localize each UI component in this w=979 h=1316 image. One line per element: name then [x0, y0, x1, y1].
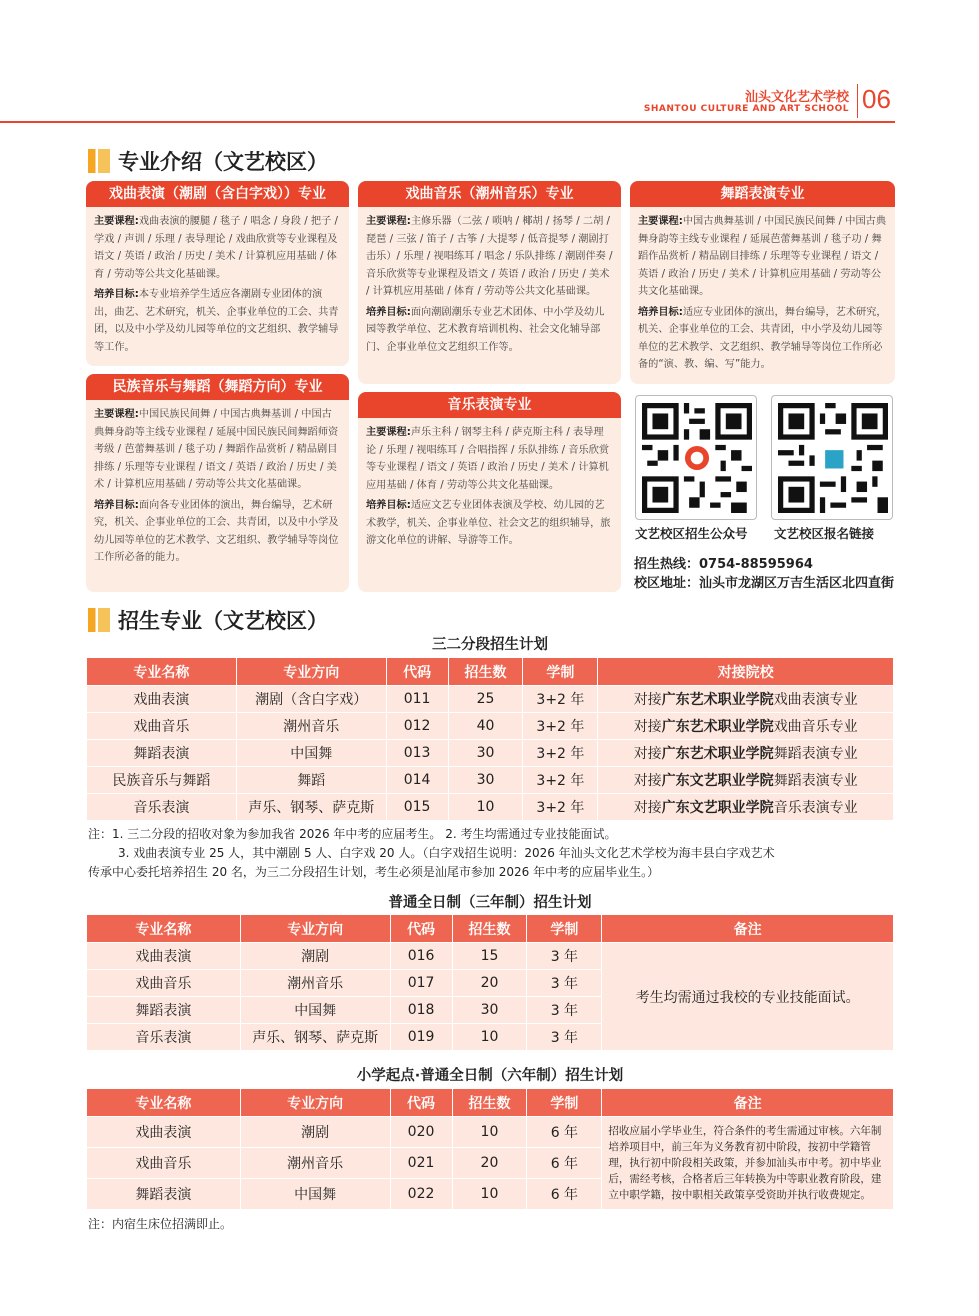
col-header: 备注	[602, 1089, 894, 1117]
cell-duration: 3+2 年	[523, 767, 598, 794]
qr-code-registration-link[interactable]	[771, 395, 893, 520]
cell-quota: 20	[452, 970, 527, 997]
goal-text: 本专业培养学生适应各潮剧专业团体的演出，曲艺、艺术研究，机关、企事业单位的工会、共青团，以及中小学及幼儿园等单位的文艺组织、教学辅导等工作。	[94, 289, 339, 353]
col-header: 专业名称	[87, 1089, 241, 1117]
cell-duration: 6 年	[527, 1179, 602, 1210]
school-name-cn: 汕头文化艺术学校	[744, 90, 849, 105]
cell-major: 民族音乐与舞蹈	[87, 767, 237, 794]
cell-quota: 20	[452, 1148, 527, 1179]
col-header: 专业名称	[87, 658, 237, 686]
major-card-ethnic-music-dance	[86, 374, 349, 592]
cell-partner: 对接广东文艺职业学院音乐表演专业	[598, 794, 894, 821]
goal-text: 适应文艺专业团体表演及学校、幼儿园的艺术教学，机关、企事业单位、社会文艺的组织辅导，旅游文化单位的讲解、导游等工作。	[366, 500, 611, 546]
course-label: 主要课程:	[638, 216, 683, 227]
cell-major: 音乐表演	[87, 1024, 241, 1051]
cell-partner: 对接广东文艺职业学院舞蹈表演专业	[598, 767, 894, 794]
cell-direction: 潮州音乐	[236, 713, 386, 740]
major-card-title: 民族音乐与舞蹈（舞蹈方向）专业	[86, 374, 349, 400]
cell-direction: 潮剧	[240, 1117, 390, 1148]
table-row	[87, 713, 894, 740]
course-text: 主修乐器（二弦 / 唢呐 / 椰胡 / 扬琴 / 二胡 / 琵琶 / 三弦 / 笛子 / 古筝 / 大提琴 / 低音提琴 / 潮剧打击乐）/ 乐理 / 视唱练耳 / 唱念 / 乐队排练 / 潮剧伴奏 / 音乐欣赏等专业课程及语文 / 英语 / 政治 / 历史 / 美术 / 计算机应用基础 / 体育 / 劳动等公共文化基础课。	[366, 216, 613, 297]
section-marker-icon	[88, 608, 110, 632]
qr-caption-wechat: 文艺校区招生公众号	[635, 526, 748, 541]
cell-duration: 3 年	[527, 970, 602, 997]
cell-major: 舞蹈表演	[87, 740, 237, 767]
goal-label: 培养目标:	[366, 500, 411, 511]
course-text: 戏曲表演的腰腿 / 毯子 / 唱念 / 身段 / 把子 / 学戏 / 声训 / 乐理 / 表导理论 / 戏曲欣赏等专业课程及语文 / 英语 / 政治 / 历史 / 美术 / 计算机应用基础 / 体育 / 劳动等公共文化基础课。	[94, 216, 338, 280]
course-text: 声乐主科 / 钢琴主科 / 萨克斯主科 / 表导理论 / 乐理 / 视唱练耳 / 合唱指挥 / 乐队排练 / 音乐欣赏等专业课程 / 语文 / 英语 / 政治 / 历史 / 美术 / 计算机应用基础 / 体育 / 劳动等公共文化基础课。	[366, 427, 610, 491]
goal-text: 面向各专业团体的演出，舞台编导，艺术研究，机关、企事业单位的工会、共青团，以及中小学及幼儿园等单位的艺术教学、文艺组织、教学辅导等岗位工作所必备的能力。	[94, 499, 339, 563]
section-title-intro	[88, 147, 328, 175]
cell-major: 戏曲音乐	[87, 713, 237, 740]
course-label: 主要课程:	[366, 216, 411, 227]
cell-direction: 潮剧	[240, 943, 390, 970]
cell-major: 戏曲表演	[87, 943, 241, 970]
cell-code: 011	[386, 686, 448, 713]
major-card-music-performance	[358, 392, 621, 592]
col-header: 专业方向	[240, 915, 390, 943]
hotline: 招生热线：0754-88595964	[634, 557, 813, 572]
cell-code: 016	[390, 943, 452, 970]
cell-partner: 对接广东艺术职业学院舞蹈表演专业	[598, 740, 894, 767]
footer-note: 注：内宿生床位招满即止。	[88, 1217, 233, 1231]
cell-major: 戏曲音乐	[87, 970, 241, 997]
col-header: 学制	[527, 915, 602, 943]
table-row	[87, 1117, 894, 1148]
cell-major: 戏曲表演	[87, 1117, 241, 1148]
major-card-opera-performance	[86, 181, 349, 366]
major-card-title: 戏曲表演（潮剧（含白字戏））专业	[86, 181, 349, 207]
course-label: 主要课程:	[94, 216, 139, 227]
table-row	[87, 740, 894, 767]
cell-duration: 3 年	[527, 943, 602, 970]
cell-remark: 考生均需通过我校的专业技能面试。	[602, 943, 894, 1051]
col-header: 专业方向	[236, 658, 386, 686]
campus-address: 校区地址：汕头市龙湖区万吉生活区北四直街	[634, 576, 895, 591]
col-header: 代码	[386, 658, 448, 686]
table1-note-3: 传承中心委托培养招生 20 名，为三二分段招生计划，考生必须是汕尾市参加 2026 年中考的应届毕业生。）	[88, 865, 660, 879]
cell-duration: 3+2 年	[523, 686, 598, 713]
cell-code: 013	[386, 740, 448, 767]
goal-label: 培养目标:	[94, 499, 139, 511]
col-header: 专业方向	[240, 1089, 390, 1117]
cell-quota: 15	[452, 943, 527, 970]
col-header: 学制	[527, 1089, 602, 1117]
cell-duration: 3 年	[527, 1024, 602, 1051]
cell-duration: 6 年	[527, 1148, 602, 1179]
cell-code: 015	[386, 794, 448, 821]
cell-major: 舞蹈表演	[87, 1179, 241, 1210]
cell-quota: 30	[448, 740, 523, 767]
cell-quota: 40	[448, 713, 523, 740]
col-header: 专业名称	[87, 915, 241, 943]
cell-partner: 对接广东艺术职业学院戏曲音乐专业	[598, 713, 894, 740]
qr-code-icon	[778, 403, 888, 513]
cell-quota: 30	[452, 997, 527, 1024]
cell-code: 018	[390, 997, 452, 1024]
cell-code: 017	[390, 970, 452, 997]
cell-quota: 30	[448, 767, 523, 794]
course-text: 中国民族民间舞 / 中国古典舞基训 / 中国古典舞身韵等主线专业课程 / 延展中国民族民间舞蹈师资考级 / 芭蕾舞基训 / 毯子功 / 舞蹈作品赏析 / 精品剧目排练 / 乐理等专业课程 / 语文 / 英语 / 政治 / 历史 / 美术 / 计算机应用基础 / 劳动等公共文化基础课。	[94, 409, 339, 490]
qr-code-icon	[642, 403, 752, 513]
cell-code: 019	[390, 1024, 452, 1051]
cell-code: 022	[390, 1179, 452, 1210]
cell-direction: 潮州音乐	[240, 1148, 390, 1179]
school-name-en: SHANTOU CULTURE AND ART SCHOOL	[643, 104, 849, 114]
goal-label: 培养目标:	[638, 306, 683, 318]
cell-quota: 10	[452, 1024, 527, 1051]
cell-direction: 中国舞	[240, 997, 390, 1024]
cell-quota: 10	[452, 1179, 527, 1210]
goal-text: 适应专业团体的演出，舞台编导，艺术研究，机关、企事业单位的工会、共青团，中小学及幼儿园等单位的艺术教学、文艺组织、教学辅导等岗位工作所必备的“演、教、编、写”能力。	[638, 306, 887, 370]
page-number: 06	[862, 84, 891, 114]
cell-major: 戏曲音乐	[87, 1148, 241, 1179]
section-marker-icon	[88, 149, 110, 173]
section-title-text: 专业介绍（文艺校区）	[118, 150, 328, 174]
major-card-title: 戏曲音乐（潮州音乐）专业	[358, 181, 621, 207]
table-row	[87, 794, 894, 821]
cell-duration: 3+2 年	[523, 740, 598, 767]
cell-direction: 舞蹈	[236, 767, 386, 794]
col-header: 招生数	[452, 915, 527, 943]
cell-partner: 对接广东艺术职业学院戏曲表演专业	[598, 686, 894, 713]
col-header: 备注	[602, 915, 894, 943]
header-separator	[857, 84, 858, 118]
major-card-title: 音乐表演专业	[358, 392, 621, 418]
goal-label: 培养目标:	[94, 289, 139, 300]
major-card-title: 舞蹈表演专业	[630, 181, 895, 207]
col-header: 招生数	[448, 658, 523, 686]
cell-major: 舞蹈表演	[87, 997, 241, 1024]
table-3year-plan	[86, 914, 894, 1051]
cell-duration: 3+2 年	[523, 794, 598, 821]
section-title-text: 招生专业（文艺校区）	[118, 609, 328, 633]
cell-direction: 潮剧（含白字戏）	[236, 686, 386, 713]
cell-code: 020	[390, 1117, 452, 1148]
course-text: 中国古典舞基训 / 中国民族民间舞 / 中国古典舞身韵等主线专业课程 / 延展芭蕾舞基训 / 毯子功 / 舞蹈作品赏析 / 精品剧目排练 / 乐理等专业课程 / 语文 / 英语 / 政治 / 历史 / 美术 / 计算机应用基础 / 劳动等公共文化基础课。	[638, 216, 887, 297]
table-row	[87, 943, 894, 970]
cell-code: 014	[386, 767, 448, 794]
col-header: 代码	[390, 915, 452, 943]
cell-code: 012	[386, 713, 448, 740]
cell-direction: 潮州音乐	[240, 970, 390, 997]
cell-direction: 中国舞	[236, 740, 386, 767]
cell-remark: 招收应届小学毕业生，符合条件的考生需通过审核。六年制培养项目中，前三年为义务教育初中阶段，按初中学籍管理，执行初中阶段相关政策，并参加汕头市中考。初中毕业后，需经考核，合格者后三年转换为中等职业教育阶段，建立中职学籍，按中职相关政策享受资助并执行收费规定。	[602, 1117, 894, 1210]
qr-caption-registration: 文艺校区报名链接	[774, 526, 875, 541]
table-row	[87, 767, 894, 794]
cell-duration: 3 年	[527, 997, 602, 1024]
table-row	[87, 686, 894, 713]
table-title-6year: 小学起点·普通全日制（六年制）招生计划	[356, 1068, 624, 1084]
cell-major: 戏曲表演	[87, 686, 237, 713]
goal-label: 培养目标:	[366, 306, 411, 318]
section-title-enrollment	[88, 606, 328, 634]
table1-note-1: 注：1. 三二分段的招收对象为参加我省 2026 年中考的应届考生。 2. 考生均需通过专业技能面试。	[88, 827, 617, 841]
header-rule	[0, 121, 895, 123]
cell-code: 021	[390, 1148, 452, 1179]
cell-major: 音乐表演	[87, 794, 237, 821]
cell-direction: 声乐、钢琴、萨克斯	[236, 794, 386, 821]
cell-direction: 中国舞	[240, 1179, 390, 1210]
cell-quota: 25	[448, 686, 523, 713]
col-header: 对接院校	[598, 658, 894, 686]
table-title-3year: 普通全日制（三年制）招生计划	[388, 895, 592, 911]
major-card-dance-performance	[630, 181, 895, 384]
goal-text: 面向潮剧潮乐专业艺术团体、中小学及幼儿园等教学单位、艺术教育培训机构、社会文化辅导部门、企事业单位文艺组织工作等。	[366, 306, 605, 353]
table1-note-2: 3. 戏曲表演专业 25 人，其中潮剧 5 人、白字戏 20 人。（白字戏招生说明：2026 年汕头文化艺术学校为海丰县白字戏艺术	[118, 846, 775, 860]
table-3plus2-plan	[86, 657, 894, 821]
cell-quota: 10	[452, 1117, 527, 1148]
course-label: 主要课程:	[94, 409, 139, 420]
col-header: 学制	[523, 658, 598, 686]
cell-direction: 声乐、钢琴、萨克斯	[240, 1024, 390, 1051]
cell-duration: 3+2 年	[523, 713, 598, 740]
course-label: 主要课程:	[366, 427, 411, 438]
col-header: 招生数	[452, 1089, 527, 1117]
table-title-3plus2: 三二分段招生计划	[432, 637, 548, 653]
table-6year-plan	[86, 1088, 894, 1210]
col-header: 代码	[390, 1089, 452, 1117]
cell-duration: 6 年	[527, 1117, 602, 1148]
cell-quota: 10	[448, 794, 523, 821]
qr-code-wechat-account[interactable]	[635, 395, 757, 520]
major-card-opera-music	[358, 181, 621, 384]
